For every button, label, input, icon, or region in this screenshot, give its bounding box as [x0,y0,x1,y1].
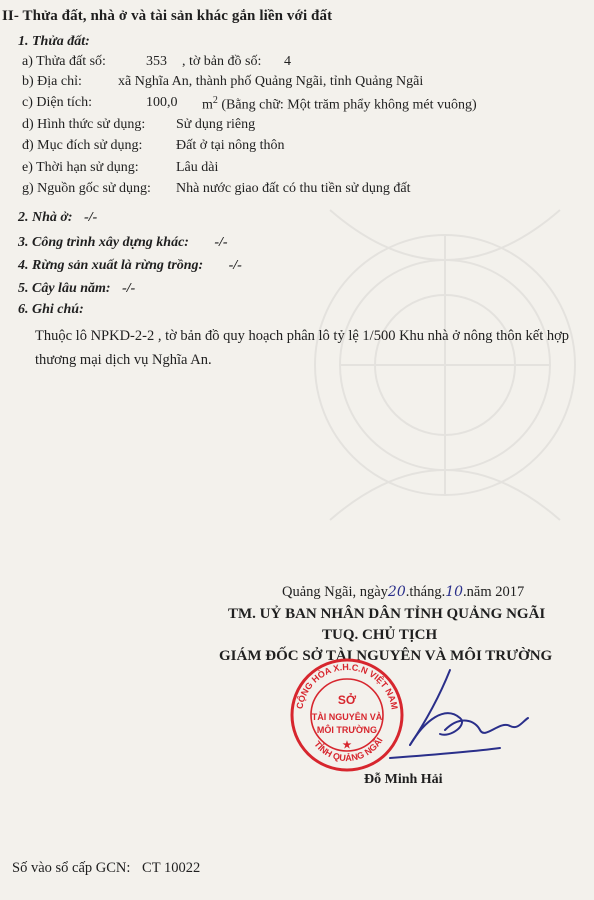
issuer-line-3: GIÁM ĐỐC SỞ TÀI NGUYÊN VÀ MÔI TRƯỜNG [219,648,553,664]
stamp-ring-text: CỘNG HÒA X.H.C.N VIỆT NAM [294,661,400,711]
stamp-bottom-text: TỈNH QUẢNG NGÃI [312,735,385,764]
issue-day: 20 [387,584,406,600]
section-title: II- Thửa đất, nhà ở và tài sản khác gắn liền với đất [2,8,333,24]
perennial-value: -/- [122,281,136,296]
origin-row [22,181,411,197]
issue-month: 10 [445,584,464,600]
purpose-label: đ) Mục đích sử dụng: [22,138,143,153]
use-form-value: Sử dụng riêng [176,117,256,132]
area-value: 100,0 [146,95,178,110]
purpose-row [22,138,285,154]
origin-value: Nhà nước giao đất có thu tiền sử dụng đất [176,181,411,196]
issuer-line-1: TM. UỶ BAN NHÂN DÂN TỈNH QUẢNG NGÃI [228,606,546,622]
use-form-row [22,117,256,133]
stamp-center-line-2: TÀI NGUYÊN VÀ [311,712,383,722]
address-row [22,74,424,90]
perennial-heading: 5. Cây lâu năm: -/- [18,281,136,296]
notes-heading: 6. Ghi chú: [18,302,84,317]
use-form-label: d) Hình thức sử dụng: [22,117,146,132]
purpose-value: Đất ở tại nông thôn [176,138,285,153]
area-in-words: (Bằng chữ: Một trăm phẩy không mét vuông) [221,97,477,113]
handwritten-signature [350,660,530,770]
construction-heading: 3. Công trình xây dựng khác: -/- [18,235,228,250]
registration-label: Số vào sổ cấp GCN: [12,860,131,876]
term-label: e) Thời hạn sử dụng: [22,160,139,175]
issuer-line-2: TUQ. CHỦ TỊCH [322,627,438,643]
term-row [22,160,219,176]
area-unit: $m^2$ (Bằng chữ: Một trăm phẩy không mét vuông) [202,95,477,113]
issue-place-date: Quảng Ngãi, ngày20.tháng.10.năm 2017 [282,584,525,600]
forest-value: -/- [228,258,242,273]
registration-value: CT 10022 [142,860,201,876]
stamp-center-line-1: SỞ [337,693,357,707]
svg-text:★: ★ [342,740,352,751]
land-heading: 1. Thửa đất: [18,34,90,49]
parcel-number: 353 [146,54,167,69]
registration-number [12,860,200,877]
term-value: Lâu dài [176,160,219,175]
area-row [22,95,477,113]
address-label: b) Địa chỉ: [22,74,82,89]
notes-text: Thuộc lô NPKD-2-2 , tờ bản đồ quy hoạch phân lô tỷ lệ 1/500 Khu nhà ở nông thôn kết hợp thương mại dịch vụ Nghĩa An. [35,328,570,368]
address-value: xã Nghĩa An, thành phố Quảng Ngãi, tỉnh Quảng Ngãi [118,74,424,89]
parcel-label: a) Thửa đất số: [22,54,106,69]
origin-label: g) Nguồn gốc sử dụng: [22,181,151,196]
house-heading: 2. Nhà ở: -/- [18,210,98,225]
area-label: c) Diện tích: [22,95,92,110]
parcel-row [22,54,291,70]
stamp-center-line-3: MÔI TRƯỜNG [316,725,378,735]
construction-value: -/- [214,235,228,250]
map-number: 4 [284,54,291,69]
signer-name: Đỗ Minh Hải [364,772,443,787]
forest-heading: 4. Rừng sản xuất là rừng trồng: -/- [18,258,242,273]
map-label: , tờ bản đồ số: [182,54,262,69]
house-value: -/- [84,210,98,225]
